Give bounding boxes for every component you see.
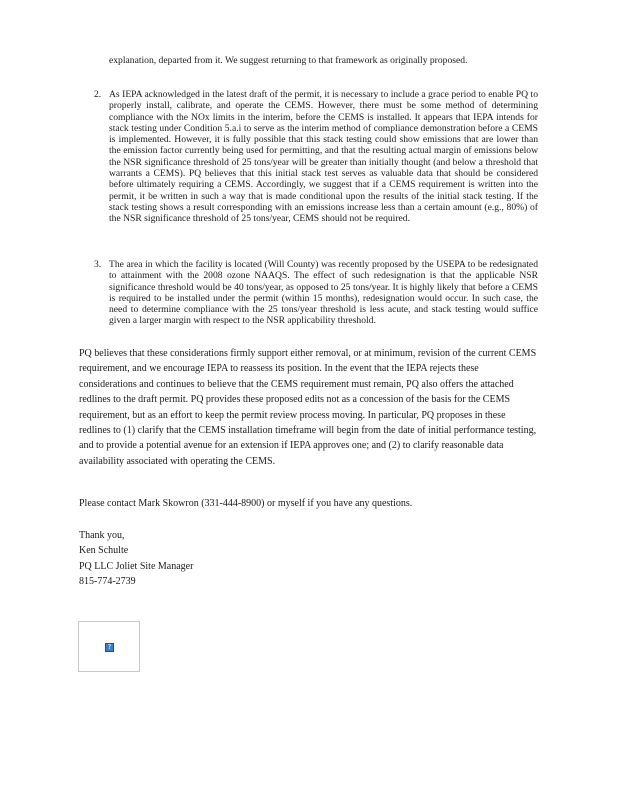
list-number: 2. <box>94 89 102 100</box>
signature-name: Ken Schulte <box>79 545 129 557</box>
signature-title: PQ LLC Joliet Site Manager <box>79 560 194 572</box>
signature-phone: 815-774-2739 <box>79 575 136 587</box>
list-item-text: The area in which the facility is located (Will County) was recently proposed by the USEPA to be redesignated to attainment with the 2008 ozone NAAQS. The effect of such redesignation is that the applicable NSR significance threshold would be 40 tons/year, as opposed to 25 tons/year. It is highly likely that before a CEMS is required to be installed under the permit (within 15 months), redesignation would occur. In such case, the need to determine compliance with the 25 tons/year threshold is less acute, and stack testing would suffice given a larger margin with respect to the NSR applicability threshold. <box>109 259 538 327</box>
list-item-2 <box>94 89 538 225</box>
body-paragraph: PQ believes that these considerations firmly support either removal, or at minimum, revision of the current CEMS requirement, and we encourage IEPA to reassess its position. In the event that the IEPA rejects these considerations and continues to believe that the CEMS requirement must remain, PQ also offers the attached redlines to the draft permit. PQ provides these proposed edits not as a concession of the basis for the CEMS requirement, but as an effort to keep the permit review process moving. In particular, PQ proposes in these redlines to (1) clarify that the CEMS installation timeframe will begin from the date of initial performance testing, and to provide a potential avenue for an extension if IEPA approves one; and (2) to clarify reasonable data availability associated with operating the CEMS. <box>79 348 537 467</box>
contact-paragraph: Please contact Mark Skowron (331-444-8900) or myself if you have any questions. <box>79 498 413 509</box>
list-item-3 <box>94 259 538 327</box>
broken-image-icon: ? <box>105 643 114 652</box>
signature-closing: Thank you, <box>79 530 125 541</box>
list-item-text: As IEPA acknowledged in the latest draft of the permit, it is necessary to include a grace period to enable PQ to properly install, calibrate, and operate the CEMS. However, there must be some method of determining compliance with the NOx limits in the interim, before the CEMS is installed. It appears that IEPA intends for stack testing under Condition 5.a.i to serve as the interim method of compliance demonstration before a CEMS is implemented. However, it is fully possible that this stack testing could show emissions that are lower than the emission factor currently being used for permitting, and that the resulting actual margin of emissions below the NSR significance threshold of 25 tons/year will be greater than initially thought (and below a threshold that warrants a CEMS). PQ believes that this initial stack test serves as valuable data that should be considered before ultimately requiring a CEMS. Accordingly, we suggest that if a CEMS requirement is written into the permit, it be written in such a way that is made conditional upon the results of the initial stack testing. If the stack testing shows a result corresponding with an emissions increase less than a certain amount (e.g., 80%) of the NSR significance threshold of 25 tons/year, CEMS should not be required. <box>109 89 538 225</box>
list-number: 3. <box>94 259 102 270</box>
embedded-image-placeholder <box>78 621 140 672</box>
list-item-continuation: explanation, departed from it. We suggest returning to that framework as originally proposed. <box>109 55 468 66</box>
signature-block <box>79 528 193 589</box>
